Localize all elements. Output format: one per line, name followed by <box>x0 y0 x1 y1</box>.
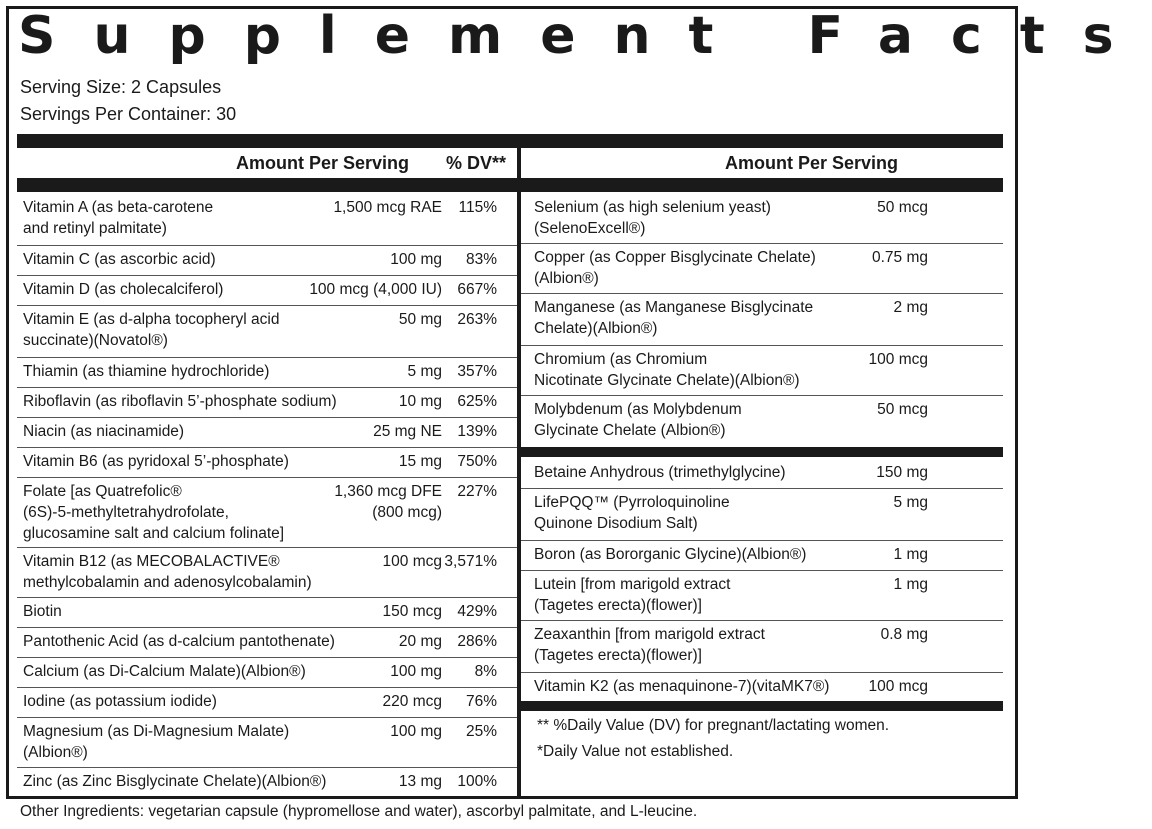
nutrient-name: Manganese (as Manganese Bisglycinate <box>534 299 814 316</box>
nutrient-name: Vitamin B12 (as MECOBALACTIVE® <box>23 553 280 570</box>
nutrient-name: (Albion®) <box>534 270 599 287</box>
nutrient-name: Lutein [from marigold extract <box>534 576 731 593</box>
nutrient-row <box>521 621 1003 673</box>
nutrient-name: Pantothenic Acid (as d-calcium pantothenate) <box>23 633 335 650</box>
nutrient-row <box>17 276 517 306</box>
nutrient-row <box>521 571 1003 621</box>
nutrient-amount: 10 mg <box>398 393 442 410</box>
nutrient-amount: 25 mg NE <box>373 423 442 440</box>
nutrient-amount: 2 mg <box>893 299 928 316</box>
nutrient-name: glucosamine salt and calcium folinate] <box>23 525 285 542</box>
nutrient-daily-value: 3,571% <box>444 553 497 570</box>
nutrient-amount: 150 mcg <box>382 603 442 620</box>
nutrient-name: Vitamin E (as d-alpha tocopheryl acid <box>23 311 280 328</box>
nutrient-name: Thiamin (as thiamine hydrochloride) <box>23 363 270 380</box>
nutrient-name: Chelate)(Albion®) <box>534 320 658 337</box>
right-bottom-bar <box>521 701 1003 711</box>
nutrient-name: Quinone Disodium Salt) <box>534 515 698 532</box>
nutrient-row <box>17 448 517 478</box>
nutrient-name: Riboflavin (as riboflavin 5’-phosphate sodium) <box>23 393 337 410</box>
serving-size: Serving Size: 2 Capsules <box>20 77 222 97</box>
left-amount-header: Amount Per Serving <box>236 153 410 173</box>
nutrient-name: LifePQQ™ (Pyrroloquinoline <box>534 494 730 511</box>
right-section-bar <box>521 447 1003 457</box>
nutrient-amount: 5 mg <box>893 494 928 511</box>
nutrient-amount: 100 mcg <box>868 351 928 368</box>
left-header-bar <box>17 178 517 192</box>
nutrient-name: Betaine Anhydrous (trimethylglycine) <box>534 464 786 481</box>
nutrient-row <box>17 306 517 358</box>
nutrient-amount: 1,500 mcg RAE <box>333 199 442 216</box>
nutrient-row <box>521 346 1003 396</box>
nutrient-daily-value: 83% <box>465 251 497 268</box>
nutrient-name: succinate)(Novatol®) <box>23 332 168 349</box>
nutrient-daily-value: 286% <box>457 633 497 650</box>
nutrient-row <box>17 194 517 246</box>
nutrient-name: Zinc (as Zinc Bisglycinate Chelate)(Albion®) <box>23 773 327 790</box>
nutrient-row <box>17 478 517 548</box>
other-ingredients: Other Ingredients: vegetarian capsule (hypromellose and water), ascorbyl palmitate, and L-leucine. <box>20 803 698 820</box>
nutrient-row <box>521 244 1003 294</box>
nutrient-daily-value: 429% <box>457 603 497 620</box>
nutrient-row <box>17 658 517 688</box>
right-amount-header: Amount Per Serving <box>725 153 899 173</box>
nutrient-name: Iodine (as potassium iodide) <box>23 693 217 710</box>
nutrient-name: Zeaxanthin [from marigold extract <box>534 626 765 643</box>
nutrient-daily-value: 667% <box>457 281 497 298</box>
nutrient-amount: 13 mg <box>398 773 442 790</box>
nutrient-amount: 100 mg <box>390 663 442 680</box>
nutrient-amount: 100 mcg <box>382 553 442 570</box>
nutrient-name: Boron (as Bororganic Glycine)(Albion®) <box>534 546 807 563</box>
nutrient-name: (Tagetes erecta)(flower)] <box>534 597 702 614</box>
nutrient-row <box>521 541 1003 571</box>
nutrient-name: Vitamin A (as beta-carotene <box>23 199 214 216</box>
nutrient-amount: 0.75 mg <box>871 249 928 266</box>
nutrient-row <box>17 598 517 628</box>
nutrient-name: Chromium (as Chromium <box>534 351 708 368</box>
nutrient-name: (6S)-5-methyltetrahydrofolate, <box>23 504 229 521</box>
nutrient-row <box>17 768 517 799</box>
nutrient-name: Selenium (as high selenium yeast) <box>534 199 771 216</box>
nutrient-row <box>17 688 517 718</box>
nutrient-name: methylcobalamin and adenosylcobalamin) <box>23 574 312 591</box>
right-header-bar <box>521 178 1003 192</box>
nutrient-amount: 100 mg <box>390 723 442 740</box>
nutrient-amount: 1 mg <box>893 576 928 593</box>
nutrient-amount: 50 mcg <box>877 401 928 418</box>
nutrient-row <box>17 718 517 768</box>
nutrient-daily-value: 227% <box>457 483 497 500</box>
nutrient-name: Glycinate Chelate (Albion®) <box>534 422 726 439</box>
nutrient-amount: 50 mg <box>398 311 442 328</box>
nutrient-row <box>17 358 517 388</box>
nutrient-name: Vitamin D (as cholecalciferol) <box>23 281 224 298</box>
nutrient-name: Vitamin K2 (as menaquinone-7)(vitaMK7®) <box>534 678 830 695</box>
nutrient-amount: 100 mcg (4,000 IU) <box>309 281 442 298</box>
nutrient-name: Nicotinate Glycinate Chelate)(Albion®) <box>534 372 800 389</box>
thick-divider <box>17 134 1003 148</box>
nutrient-daily-value: 25% <box>465 723 497 740</box>
nutrient-row <box>17 388 517 418</box>
nutrient-daily-value: 8% <box>474 663 497 680</box>
nutrient-name: Folate [as Quatrefolic® <box>23 483 182 500</box>
nutrient-daily-value: 115% <box>458 199 497 216</box>
nutrient-daily-value: 139% <box>457 423 497 440</box>
panel-title: Supplement Facts <box>18 6 1152 66</box>
nutrient-name: Magnesium (as Di-Magnesium Malate) <box>23 723 290 740</box>
nutrient-amount: 100 mg <box>390 251 442 268</box>
nutrient-row <box>521 489 1003 541</box>
nutrient-row <box>521 194 1003 244</box>
nutrient-name: Vitamin C (as ascorbic acid) <box>23 251 216 268</box>
nutrient-daily-value: 100% <box>457 773 497 790</box>
nutrient-daily-value: 357% <box>457 363 497 380</box>
nutrient-name: (Albion®) <box>23 744 88 761</box>
nutrient-amount: 1 mg <box>893 546 928 563</box>
nutrient-amount: 220 mcg <box>382 693 442 710</box>
nutrient-row <box>17 548 517 598</box>
nutrient-amount: 0.8 mg <box>880 626 928 643</box>
nutrient-name: (SelenoExcell®) <box>534 220 646 237</box>
nutrient-name: Niacin (as niacinamide) <box>23 423 185 440</box>
nutrient-amount: (800 mcg) <box>372 504 442 521</box>
footnote-not-established: *Daily Value not established. <box>537 743 734 760</box>
nutrient-daily-value: 76% <box>465 693 497 710</box>
nutrient-name: Biotin <box>23 603 62 620</box>
nutrient-name: Copper (as Copper Bisglycinate Chelate) <box>534 249 816 266</box>
nutrient-amount: 1,360 mcg DFE <box>334 483 442 500</box>
nutrient-amount: 5 mg <box>407 363 442 380</box>
nutrient-amount: 100 mcg <box>868 678 928 695</box>
nutrient-name: Calcium (as Di-Calcium Malate)(Albion®) <box>23 663 306 680</box>
nutrient-daily-value: 625% <box>457 393 497 410</box>
nutrient-name: Vitamin B6 (as pyridoxal 5’-phosphate) <box>23 453 289 470</box>
nutrient-amount: 150 mg <box>876 464 928 481</box>
nutrient-amount: 15 mg <box>398 453 442 470</box>
nutrient-daily-value: 750% <box>457 453 497 470</box>
nutrient-name: Molybdenum (as Molybdenum <box>534 401 742 418</box>
nutrient-row <box>521 459 1003 489</box>
dv-header: % DV** <box>446 153 507 173</box>
nutrient-name: (Tagetes erecta)(flower)] <box>534 647 702 664</box>
nutrient-row <box>521 673 1003 701</box>
nutrient-name: and retinyl palmitate) <box>23 220 167 237</box>
nutrient-row <box>521 294 1003 346</box>
nutrient-amount: 20 mg <box>398 633 442 650</box>
nutrient-row <box>17 246 517 276</box>
nutrient-row <box>521 396 1003 447</box>
nutrient-row <box>17 628 517 658</box>
servings-per-container: Servings Per Container: 30 <box>20 104 237 124</box>
nutrient-row <box>17 418 517 448</box>
nutrient-amount: 50 mcg <box>877 199 928 216</box>
nutrient-daily-value: 263% <box>457 311 497 328</box>
footnote-dv: ** %Daily Value (DV) for pregnant/lactating women. <box>537 717 890 734</box>
